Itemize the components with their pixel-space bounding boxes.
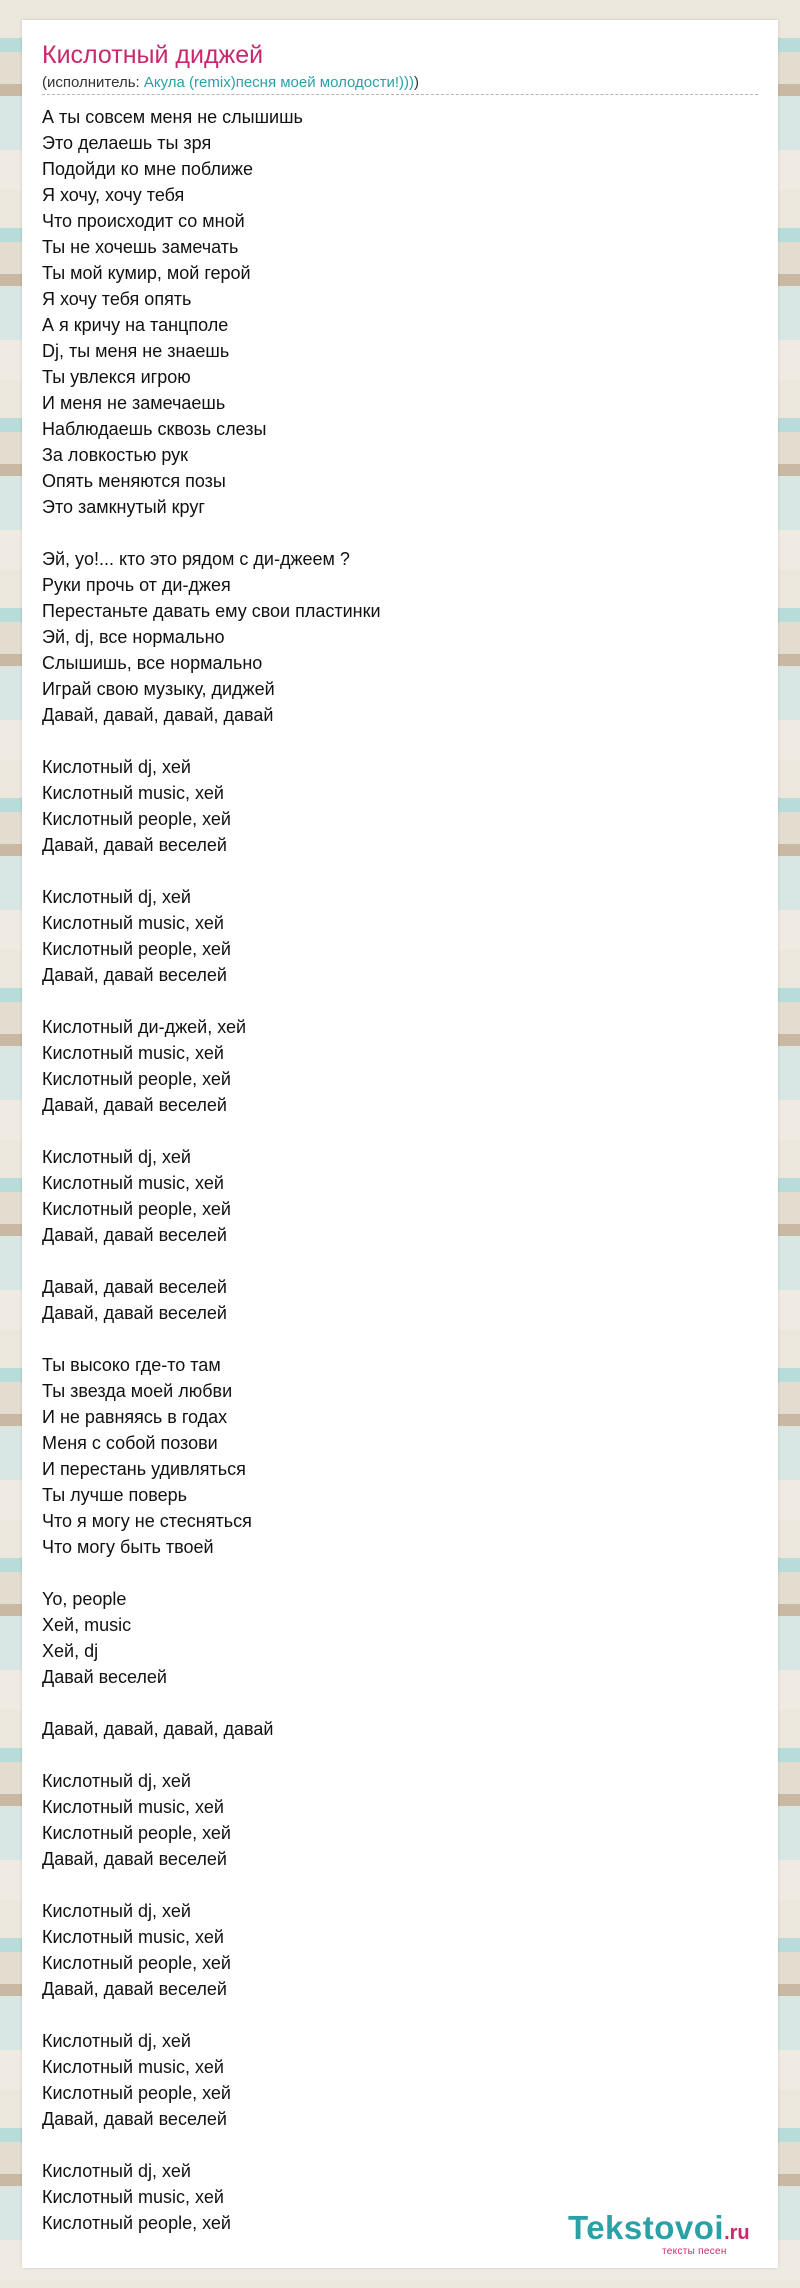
- lyric-line: Кислотный people, хей: [42, 939, 231, 959]
- lyric-line: И не равняясь в годах: [42, 1407, 228, 1427]
- logo-tagline: тексты песен: [662, 2246, 727, 2257]
- lyric-line: Подойди ко мне поближе: [42, 159, 253, 179]
- lyric-line: Кислотный people, хей: [42, 1823, 231, 1843]
- lyric-blank-line: [42, 1690, 742, 1716]
- lyric-blank-line: [42, 2002, 742, 2028]
- lyric-line: Кислотный music, хей: [42, 1797, 224, 1817]
- artist-byline: [42, 74, 419, 92]
- artist-link[interactable]: Акула (remix)песня моей молодости!))): [143, 74, 415, 91]
- lyric-line: Опять меняются позы: [42, 471, 226, 491]
- lyric-line: Кислотный music, хей: [42, 783, 224, 803]
- lyric-line: Ты мой кумир, мой герой: [42, 263, 251, 283]
- lyric-line: Кислотный people, хей: [42, 1953, 231, 1973]
- lyric-line: Кислотный people, хей: [42, 2213, 231, 2233]
- lyric-line: Кислотный people, хей: [42, 1069, 231, 1089]
- lyric-line: Ты лучше поверь: [42, 1485, 187, 1505]
- lyric-line: Кислотный dj, хей: [42, 887, 191, 907]
- lyric-line: Кислотный music, хей: [42, 2057, 224, 2077]
- lyric-line: Кислотный dj, хей: [42, 1901, 191, 1921]
- lyric-blank-line: [42, 858, 742, 884]
- lyric-line: Давай, давай веселей: [42, 965, 227, 985]
- lyric-blank-line: [42, 1742, 742, 1768]
- lyric-line: Эй, yo!... кто это рядом с ди-джеем ?: [42, 549, 350, 569]
- lyric-line: Наблюдаешь сквозь слезы: [42, 419, 267, 439]
- lyric-line: Давай, давай веселей: [42, 1303, 227, 1323]
- lyric-line: Давай, давай веселей: [42, 2109, 227, 2129]
- lyric-blank-line: [42, 2132, 742, 2158]
- lyric-line: Yo, people: [42, 1589, 127, 1609]
- lyric-blank-line: [42, 1560, 742, 1586]
- lyric-blank-line: [42, 520, 742, 546]
- lyric-line: Кислотный dj, хей: [42, 1147, 191, 1167]
- lyric-line: Ты высоко где-то там: [42, 1355, 221, 1375]
- song-title: Кислотный диджей: [42, 41, 264, 69]
- lyric-line: А ты совсем меня не слышишь: [42, 107, 303, 127]
- lyric-line: Кислотный people, хей: [42, 1199, 231, 1219]
- lyric-line: Это замкнутый круг: [42, 497, 205, 517]
- lyric-line: Играй свою музыку, диджей: [42, 679, 275, 699]
- lyric-line: Кислотный music, хей: [42, 2187, 224, 2207]
- lyric-line: Руки прочь от ди-джея: [42, 575, 231, 595]
- lyric-line: Кислотный music, хей: [42, 1043, 224, 1063]
- title-divider: [42, 94, 758, 95]
- site-logo[interactable]: [568, 2208, 768, 2262]
- lyric-line: Кислотный music, хей: [42, 1927, 224, 1947]
- lyric-line: Перестаньте давать ему свои пластинки: [42, 601, 381, 621]
- lyric-line: Кислотный people, хей: [42, 2083, 231, 2103]
- lyric-line: Ты увлекся игрою: [42, 367, 191, 387]
- lyrics-body: [42, 104, 742, 2236]
- lyric-line: Я хочу тебя опять: [42, 289, 192, 309]
- logo-suffix: .ru: [724, 2222, 750, 2244]
- lyric-line: Давай, давай веселей: [42, 835, 227, 855]
- lyric-line: Что происходит со мной: [42, 211, 245, 231]
- lyric-line: Я хочу, хочу тебя: [42, 185, 185, 205]
- lyric-line: Кислотный dj, хей: [42, 2161, 191, 2181]
- lyric-line: Кислотный music, хей: [42, 1173, 224, 1193]
- lyric-line: Давай, давай, давай, давай: [42, 1719, 274, 1739]
- lyric-line: Dj, ты меня не знаешь: [42, 341, 230, 361]
- lyric-blank-line: [42, 728, 742, 754]
- lyric-line: Это делаешь ты зря: [42, 133, 212, 153]
- lyric-line: Кислотный ди-джей, хей: [42, 1017, 247, 1037]
- lyric-line: Кислотный people, хей: [42, 809, 231, 829]
- lyric-line: Давай, давай веселей: [42, 1849, 227, 1869]
- lyric-blank-line: [42, 1118, 742, 1144]
- lyric-line: Ты не хочешь замечать: [42, 237, 239, 257]
- lyric-line: Эй, dj, все нормально: [42, 627, 225, 647]
- lyric-line: Давай веселей: [42, 1667, 167, 1687]
- lyric-blank-line: [42, 1326, 742, 1352]
- lyric-line: Кислотный dj, хей: [42, 2031, 191, 2051]
- lyric-line: Давай, давай веселей: [42, 1277, 227, 1297]
- lyric-line: Что могу быть твоей: [42, 1537, 214, 1557]
- lyric-line: Давай, давай, давай, давай: [42, 705, 274, 725]
- lyric-line: И перестань удивляться: [42, 1459, 246, 1479]
- byline-prefix: (исполнитель:: [42, 74, 144, 91]
- lyric-line: Давай, давай веселей: [42, 1095, 227, 1115]
- lyric-line: А я кричу на танцполе: [42, 315, 229, 335]
- lyric-line: Кислотный dj, хей: [42, 1771, 191, 1791]
- logo-name: Tekstovoi: [568, 2209, 725, 2246]
- lyric-line: Кислотный dj, хей: [42, 757, 191, 777]
- lyric-line: Хей, dj: [42, 1641, 99, 1661]
- lyric-blank-line: [42, 1872, 742, 1898]
- lyric-line: И меня не замечаешь: [42, 393, 226, 413]
- lyric-line: Что я могу не стесняться: [42, 1511, 252, 1531]
- lyric-blank-line: [42, 1248, 742, 1274]
- lyric-line: Слышишь, все нормально: [42, 653, 263, 673]
- lyric-line: Меня с собой позови: [42, 1433, 218, 1453]
- lyric-line: Ты звезда моей любви: [42, 1381, 233, 1401]
- lyric-line: Давай, давай веселей: [42, 1225, 227, 1245]
- song-card: [22, 20, 778, 2268]
- lyric-line: Хей, music: [42, 1615, 132, 1635]
- byline-suffix: ): [414, 74, 420, 91]
- lyric-line: Кислотный music, хей: [42, 913, 224, 933]
- lyric-line: Давай, давай веселей: [42, 1979, 227, 1999]
- lyric-blank-line: [42, 988, 742, 1014]
- lyric-line: За ловкостью рук: [42, 445, 189, 465]
